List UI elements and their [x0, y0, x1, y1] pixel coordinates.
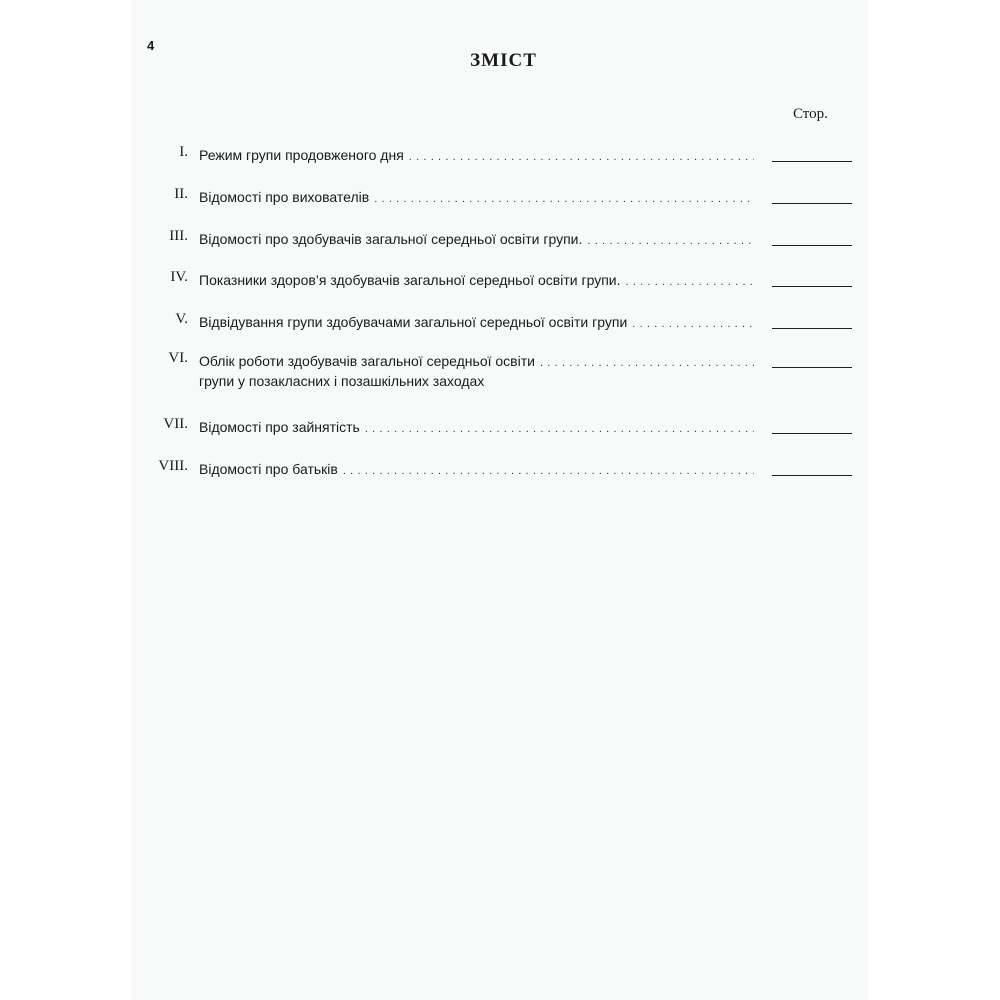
toc-entry-label-continued: групи у позакласних і позашкільних заходах [199, 373, 485, 389]
toc-entry-2 [131, 186, 868, 226]
toc-entry-7 [131, 416, 868, 456]
toc-entry-label: Відомості про здобувачів загальної середньої освіти групи. [199, 231, 583, 247]
toc-entry-text [199, 460, 754, 480]
toc-numeral: VI. [168, 350, 188, 366]
page-number: 4 [147, 38, 155, 53]
page-number-blank [772, 475, 852, 476]
page-number-blank [772, 367, 852, 368]
pages-column-header: Стор. [793, 106, 828, 122]
document-page [131, 0, 868, 1000]
toc-entry-label: Відомості про вихователів [199, 189, 370, 205]
toc-entry-label: Відвідування групи здобувачами загальної середньої освіти групи [199, 314, 628, 330]
dot-leader [409, 148, 754, 166]
toc-entry-text [199, 313, 754, 333]
dot-leader [540, 354, 754, 372]
dot-leader [632, 315, 754, 333]
toc-entry-text [199, 230, 754, 250]
toc-entry-label: Показники здоров’я здобувачів загальної середньої освіти групи. [199, 272, 621, 288]
toc-entry-label: Облік роботи здобувачів загальної середньої освіти [199, 353, 535, 369]
toc-numeral: I. [179, 144, 188, 160]
toc-entry-text [199, 146, 754, 166]
toc-entry-1 [131, 144, 868, 184]
toc-entry-text [199, 418, 754, 438]
page-number-blank [772, 328, 852, 329]
toc-entry-text [199, 188, 754, 208]
toc-entry-3 [131, 228, 868, 268]
dot-leader [365, 420, 754, 438]
toc-entry-8 [131, 458, 868, 498]
toc-entry-label: Відомості про батьків [199, 461, 338, 477]
toc-numeral: VII. [163, 416, 188, 432]
page-title: ЗМІСТ [470, 50, 537, 71]
page-number-blank [772, 161, 852, 162]
toc-entry-5 [131, 311, 868, 351]
toc-numeral: II. [174, 186, 188, 202]
page-number-blank [772, 286, 852, 287]
toc-entry-label: Режим групи продовженого дня [199, 147, 404, 163]
dot-leader [625, 273, 754, 291]
dot-leader [343, 462, 754, 480]
dot-leader [587, 232, 754, 250]
toc-entry-text [199, 352, 754, 390]
page-number-blank [772, 203, 852, 204]
toc-entry-6 [131, 350, 868, 400]
page-number-blank [772, 433, 852, 434]
toc-numeral: V. [175, 311, 188, 327]
toc-entry-4 [131, 269, 868, 309]
toc-numeral: VIII. [158, 458, 188, 474]
dot-leader [374, 190, 754, 208]
toc-numeral: III. [169, 228, 188, 244]
toc-entry-text [199, 271, 754, 291]
toc-numeral: IV. [170, 269, 188, 285]
page-number-blank [772, 245, 852, 246]
toc-entry-label: Відомості про зайнятість [199, 419, 360, 435]
